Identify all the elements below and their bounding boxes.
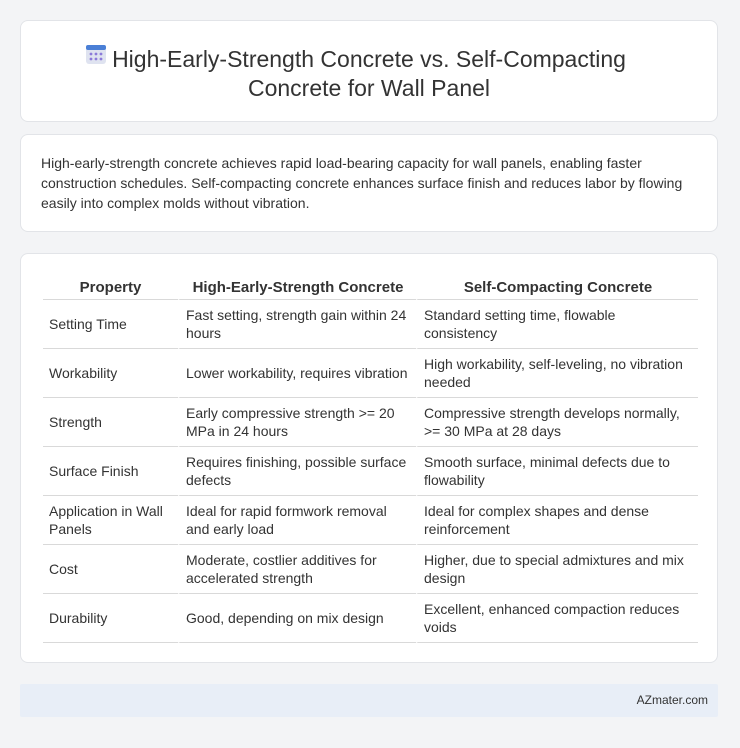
table-row xyxy=(43,496,698,545)
column-header-self-compacting: Self-Compacting Concrete xyxy=(416,275,698,300)
page-title: High-Early-Strength Concrete vs. Self-Compacting Concrete for Wall Panel xyxy=(112,46,626,101)
table-cell: Excellent, enhanced compaction reduces voids xyxy=(416,594,698,643)
table-cell: Smooth surface, minimal defects due to flowability xyxy=(416,447,698,496)
table-cell: Compressive strength develops normally, >= 30 MPa at 28 days xyxy=(416,398,698,447)
description-card xyxy=(20,134,718,232)
footer-bar xyxy=(20,684,718,717)
column-header-property: Property xyxy=(43,275,178,300)
table-cell: Early compressive strength >= 20 MPa in 24 hours xyxy=(178,398,416,447)
table-cell: Strength xyxy=(43,398,178,447)
table-cell: Cost xyxy=(43,545,178,594)
title-card xyxy=(20,20,718,122)
table-cell: Ideal for rapid formwork removal and early load xyxy=(178,496,416,545)
table-row xyxy=(43,447,698,496)
table-cell: Higher, due to special admixtures and mix design xyxy=(416,545,698,594)
comparison-table-card xyxy=(20,253,718,663)
table-cell: Good, depending on mix design xyxy=(178,594,416,643)
table-cell: Ideal for complex shapes and dense reinforcement xyxy=(416,496,698,545)
table-cell: Requires finishing, possible surface defects xyxy=(178,447,416,496)
table-cell: Fast setting, strength gain within 24 hours xyxy=(178,300,416,349)
comparison-table xyxy=(43,275,698,643)
description-text: High-early-strength concrete achieves rapid load-bearing capacity for wall panels, enabling faster construction schedules. Self-compacting concrete enhances surface finish and reduces labor by flowing easily into complex molds without vibration. xyxy=(41,155,683,211)
table-cell: Application in Wall Panels xyxy=(43,496,178,545)
table-cell: High workability, self-leveling, no vibration needed xyxy=(416,349,698,398)
table-cell: Surface Finish xyxy=(43,447,178,496)
table-cell: Lower workability, requires vibration xyxy=(178,349,416,398)
footer-site-link[interactable]: AZmater.com xyxy=(636,693,708,707)
table-cell: Durability xyxy=(43,594,178,643)
table-cell: Workability xyxy=(43,349,178,398)
table-row xyxy=(43,349,698,398)
table-row xyxy=(43,398,698,447)
table-header-row xyxy=(43,275,698,300)
table-row xyxy=(43,300,698,349)
table-row xyxy=(43,545,698,594)
table-cell: Standard setting time, flowable consistency xyxy=(416,300,698,349)
column-header-high-early-strength: High-Early-Strength Concrete xyxy=(178,275,416,300)
table-cell: Moderate, costlier additives for accelerated strength xyxy=(178,545,416,594)
table-cell: Setting Time xyxy=(43,300,178,349)
table-row xyxy=(43,594,698,643)
